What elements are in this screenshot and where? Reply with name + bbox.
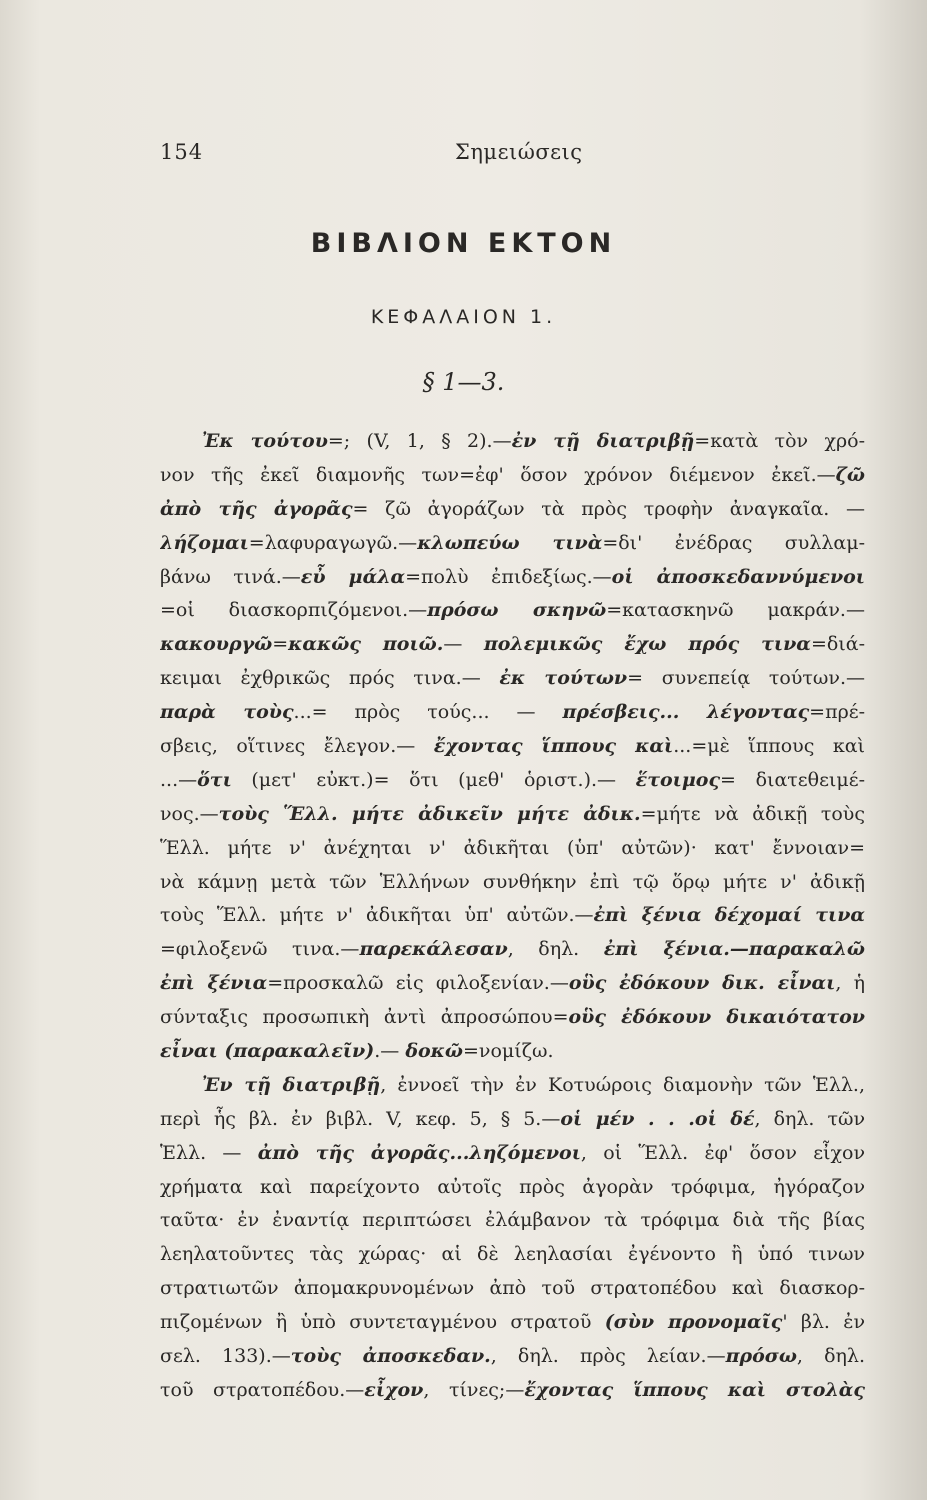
gloss: ...=μὲ ἵππους καὶ: [673, 735, 865, 758]
gloss: =φιλοξενῶ τινα.—: [160, 938, 360, 961]
lemma: οἱ μέν . . .οἱ δέ: [560, 1107, 755, 1130]
gloss: =νομίζω.: [463, 1040, 554, 1063]
gloss: ' βλ. ἐν: [782, 1311, 865, 1334]
text-line: [160, 866, 865, 900]
gloss: , οἱ Ἕλλ. ἐφ' ὅσον εἶχον: [580, 1141, 865, 1164]
lemma: κακουργῶ: [160, 633, 273, 656]
lemma: ἐπὶ ξένια.—παρακαλῶ: [603, 938, 865, 961]
gloss: τοὺς Ἕλλ. μήτε ν' ἀδικῆται ὑπ' αὐτῶν.—: [160, 904, 594, 927]
text-line: [160, 1001, 865, 1035]
text-line: [160, 425, 865, 459]
lemma: παρεκάλεσαν: [359, 938, 508, 961]
gloss: Ἕλλ. μήτε ν' ἀνέχηται ν' ἀδικῆται (ὑπ' αὐτῶν)· κατ' ἔννοιαν=: [160, 836, 865, 859]
gloss: =δι' ἐνέδρας συλλαμ-: [602, 531, 865, 554]
text-line: [160, 1306, 865, 1340]
lemma: οἱ ἀποσκεδαννύμενοι: [611, 565, 865, 588]
gloss: περὶ ἧς βλ. ἐν βιβλ. V, κεφ. 5, § 5.—: [160, 1107, 561, 1130]
gloss: , δηλ.: [796, 1345, 865, 1368]
text-line: [160, 1340, 865, 1374]
gloss: = συνεπείᾳ τούτων.—: [627, 667, 865, 690]
lemma: ἀπὸ τῆς ἀγορᾶς...ληζόμενοι: [257, 1141, 581, 1164]
text-line: [160, 628, 865, 662]
lemma: κλωπεύω τινὰ: [417, 531, 603, 554]
gloss: νος.—: [160, 802, 219, 825]
lemma: εἶχον: [364, 1378, 424, 1401]
lemma: λήζομαι: [160, 531, 249, 554]
gloss: ταῦτα· ἐν ἐναντίᾳ περιπτώσει ἐλάμβανον τὰ τρόφιμα διὰ τῆς βίας: [160, 1209, 865, 1232]
gloss: χρήματα καὶ παρείχοντο αὐτοῖς πρὸς ἀγορὰν τρόφιμα, ἠγόραζον: [160, 1175, 865, 1198]
text-line: [160, 1035, 865, 1069]
lemma: ἔχοντας ἵππους καὶ: [433, 735, 674, 758]
lemma: πολεμικῶς ἔχω πρός τινα: [483, 633, 811, 656]
text-line: [160, 594, 865, 628]
gloss: =πολὺ ἐπιδεξίως.—: [405, 565, 612, 588]
gloss: =λαφυραγωγῶ.—: [248, 531, 418, 554]
chapter-title: ΚΕΦΑΛΑΙΟΝ 1.: [370, 306, 557, 328]
gloss: = ζῶ ἀγοράζων τὰ πρὸς τροφὴν ἀναγκαῖα. —: [352, 497, 865, 520]
gloss: , ἡ: [835, 972, 865, 995]
gloss: σβεις, οἵτινες ἔλεγον.—: [160, 735, 434, 758]
lemma: δοκῶ: [405, 1040, 464, 1063]
gloss: νὰ κάμνῃ μετὰ τῶν Ἑλλήνων συνθήκην ἐπὶ τῷ ὅρῳ μήτε ν' ἀδικῇ: [160, 870, 865, 893]
page-header: [160, 140, 860, 174]
text-line: [160, 1374, 865, 1408]
gloss: =κατασκηνῶ μακράν.—: [606, 599, 865, 622]
text-line: [160, 527, 865, 561]
lemma: εὖ μάλα: [300, 565, 406, 588]
gloss: βάνω τινά.—: [160, 565, 301, 588]
section-reference: § 1—3.: [422, 368, 505, 396]
gloss: ...= πρὸς τούς... —: [293, 701, 563, 724]
gloss: , δηλ. τῶν: [754, 1107, 865, 1130]
gloss: = διατεθειμέ-: [720, 768, 865, 791]
text-line: [160, 459, 865, 493]
text-line: [160, 899, 865, 933]
gloss: , ἐννοεῖ τὴν ἐν Κοτυώροις διαμονὴν τῶν Ἑλλ.,: [380, 1073, 865, 1096]
gloss: =: [272, 633, 289, 656]
gloss: (μετ' εὐκτ.)= ὅτι (μεθ' ὁριστ.).—: [231, 768, 636, 791]
lemma: τοὺς Ἕλλ. μήτε ἀδικεῖν μήτε ἀδικ.: [218, 802, 641, 825]
text-line: [160, 730, 865, 764]
gloss: =; (V, 1, § 2).—: [327, 430, 512, 452]
lemma: Ἐκ τούτου: [202, 430, 328, 452]
gloss: Ἑλλ. —: [160, 1141, 258, 1164]
lemma: (σὺν προνομαῖς: [604, 1311, 783, 1334]
lemma: κακῶς ποιῶ.: [288, 633, 444, 656]
lemma: οὓς ἐδόκουν δικ. εἶναι: [568, 972, 836, 995]
lemma: ἐν τῇ διατριβῇ: [511, 430, 695, 452]
text-line: [160, 967, 865, 1001]
gloss: λεηλατοῦντες τὰς χώρας· αἱ δὲ λεηλασίαι ἐγένοντο ἢ ὑπό τινων: [160, 1243, 865, 1266]
lemma: οὓς ἐδόκουν δικαιότατον: [568, 1006, 865, 1029]
gloss: , τίνες;—: [423, 1378, 525, 1401]
lemma: παρὰ τοὺς: [160, 701, 294, 724]
lemma: ζῶ: [835, 463, 865, 486]
text-line: [160, 764, 865, 798]
gloss: =διά-: [810, 633, 865, 656]
gloss: .—: [374, 1040, 406, 1063]
text-line: [160, 1238, 865, 1272]
lemma: πρόσω: [725, 1345, 797, 1368]
gloss: =πρέ-: [809, 701, 865, 724]
gloss: , δηλ. πρὸς λείαν.—: [490, 1345, 726, 1368]
gloss: σελ. 133).—: [160, 1345, 291, 1368]
gloss: τοῦ στρατοπέδου.—: [160, 1378, 365, 1401]
text-line: [160, 798, 865, 832]
lemma: ἔχοντας ἵππους καὶ στολὰς: [524, 1378, 865, 1401]
lemma: πρόσω σκηνῶ: [427, 599, 607, 622]
text-line: [160, 696, 865, 730]
gloss: κειμαι ἐχθρικῶς πρός τινα.—: [160, 667, 500, 690]
lemma: ἀπὸ τῆς ἀγορᾶς: [160, 497, 353, 520]
book-title: ΒΙΒΛΙΟΝ ΕΚΤΟΝ: [310, 228, 617, 259]
text-line: [160, 1069, 865, 1103]
lemma: πρέσβεις... λέγοντας: [562, 701, 810, 724]
lemma: ὅτι: [197, 768, 232, 791]
text-line: [160, 832, 865, 866]
lemma: Ἐν τῇ διατριβῇ: [202, 1073, 381, 1096]
gloss: —: [443, 633, 484, 656]
text-line: [160, 1272, 865, 1306]
lemma: ἐπὶ ξένια: [160, 972, 268, 995]
gloss: =κατὰ τὸν χρό-: [694, 430, 865, 452]
text-line: [160, 1137, 865, 1171]
text-line: [160, 493, 865, 527]
gloss: =οἱ διασκορπιζόμενοι.—: [160, 599, 428, 622]
gloss: σύνταξις προσωπικὴ ἀντὶ ἀπροσώπου=: [160, 1006, 569, 1029]
text-line: [160, 933, 865, 967]
gloss: στρατιωτῶν ἀπομακρυνομένων ἀπὸ τοῦ στρατοπέδου καὶ διασκορ-: [160, 1277, 865, 1300]
lemma: ἐπὶ ξένια δέχομαί τινα: [593, 904, 865, 927]
lemma: ἕτοιμος: [635, 768, 721, 791]
running-head: Σημειώσεις: [455, 140, 583, 164]
text-line: [160, 1103, 865, 1137]
gloss: ...—: [160, 768, 198, 791]
lemma: ἐκ τούτων: [499, 667, 628, 690]
gloss: , δηλ.: [507, 938, 604, 961]
lemma: τοὺς ἀποσκεδαν.: [290, 1345, 491, 1368]
text-line: [160, 1171, 865, 1205]
gloss: πιζομένων ἢ ὑπὸ συντεταγμένου στρατοῦ: [160, 1311, 605, 1334]
page-number: 154: [160, 140, 204, 164]
gloss: =προσκαλῶ εἰς φιλοξενίαν.—: [267, 972, 569, 995]
gloss: =μήτε νὰ ἀδικῇ τοὺς: [640, 802, 865, 825]
commentary-text: [160, 425, 865, 1408]
gloss: νον τῆς ἐκεῖ διαμονῆς των=ἐφ' ὅσον χρόνον διέμενον ἐκεῖ.—: [160, 463, 836, 486]
text-line: [160, 662, 865, 696]
lemma: εἶναι (παρακαλεῖν): [160, 1040, 375, 1063]
text-line: [160, 561, 865, 595]
text-line: [160, 1204, 865, 1238]
